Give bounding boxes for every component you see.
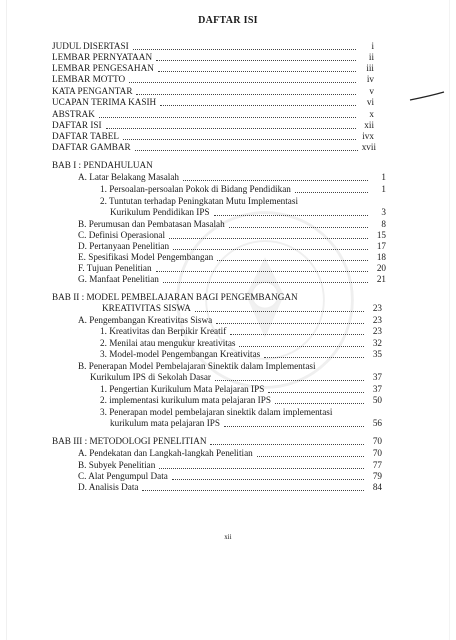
toc-entry: 1. Kreativitas dan Berpikir Kreatif 23: [100, 326, 382, 336]
toc-entry: A. Pendekatan dan Langkah-langkah Penelitian 70: [78, 448, 382, 458]
toc-entry: F. Tujuan Penelitian 20: [78, 263, 386, 273]
toc-entry: 1. Pengertian Kurikulum Mata Pelajaran IPS 37: [100, 384, 382, 394]
toc-entry: UCAPAN TERIMA KASIH vi: [52, 97, 374, 107]
toc-entry-line: 2. Tuntutan terhadap Peningkatan Mutu Implementasi: [100, 196, 299, 206]
scan-edge-right: [449, 0, 450, 640]
chapter-heading: BAB II : MODEL PEMBELAJARAN BAGI PENGEMBANGAN: [52, 292, 298, 302]
toc-entry: BAB III : METODOLOGI PENELITIAN 70: [52, 436, 382, 446]
toc-entry: DAFTAR GAMBAR xvii: [52, 142, 376, 152]
toc-entry: 3. Model-model Pengembangan Kreativitas 35: [100, 349, 382, 359]
toc-entry: KREATIVITAS SISWA 23: [102, 303, 382, 313]
toc-entry: Kurikulum IPS di Sekolah Dasar 37: [90, 372, 382, 382]
toc-entry: A. Latar Belakang Masalah 1: [78, 172, 386, 182]
toc-entry: E. Spesifikasi Model Pengembangan 18: [78, 252, 386, 262]
toc-entry: JUDUL DISERTASI i: [52, 41, 374, 51]
toc-entry: B. Perumusan dan Pembatasan Masalah 8: [78, 219, 386, 229]
pen-stroke-mark: [408, 86, 446, 108]
toc-entry: 1. Persoalan-persoalan Pokok di Bidang Pendidikan 1: [100, 184, 386, 194]
toc-entry: 2. implementasi kurikulum mata pelajaran IPS 50: [100, 395, 382, 405]
toc-entry: 2. Menilai atau mengukur kreativitas 32: [100, 338, 382, 348]
toc-entry: B. Subyek Penelitian 77: [78, 460, 382, 470]
toc-entry: DAFTAR TABEL ivx: [52, 131, 374, 141]
toc-entry: KATA PENGANTAR v: [52, 86, 374, 96]
toc-entry: LEMBAR PENGESAHAN iii: [52, 63, 374, 73]
toc-entry: DAFTAR ISI xii: [52, 120, 374, 130]
page-title: DAFTAR ISI: [198, 15, 258, 26]
toc-entry-line: B. Penerapan Model Pembelajaran Sinektik dalam Implementasi: [78, 361, 316, 371]
scan-edge-left: [6, 0, 7, 640]
toc-entry: D. Pertanyaan Penelitian 17: [78, 241, 386, 251]
toc-entry: Kurikulum Pendidikan IPS 3: [110, 207, 386, 217]
toc-entry: LEMBAR PERNYATAAN ii: [52, 52, 374, 62]
page-number: xii: [224, 533, 232, 541]
toc-entry: ABSTRAK x: [52, 109, 374, 119]
toc-entry: kurikulum mata pelajaran IPS 56: [110, 418, 382, 428]
toc-entry: A. Pengembangan Kreativitas Siswa 23: [78, 315, 382, 325]
toc-entry: G. Manfaat Penelitian 21: [78, 274, 386, 284]
toc-entry: C. Alat Pengumpul Data 79: [78, 471, 382, 481]
toc-entry: LEMBAR MOTTO iv: [52, 74, 374, 84]
toc-entry-line: 3. Penerapan model pembelajaran sinektik dalam implementasi: [100, 407, 333, 417]
toc-entry: C. Definisi Operasional 15: [78, 230, 386, 240]
chapter-heading: BAB I : PENDAHULUAN: [52, 160, 153, 170]
toc-entry: D. Analisis Data 84: [78, 482, 382, 492]
